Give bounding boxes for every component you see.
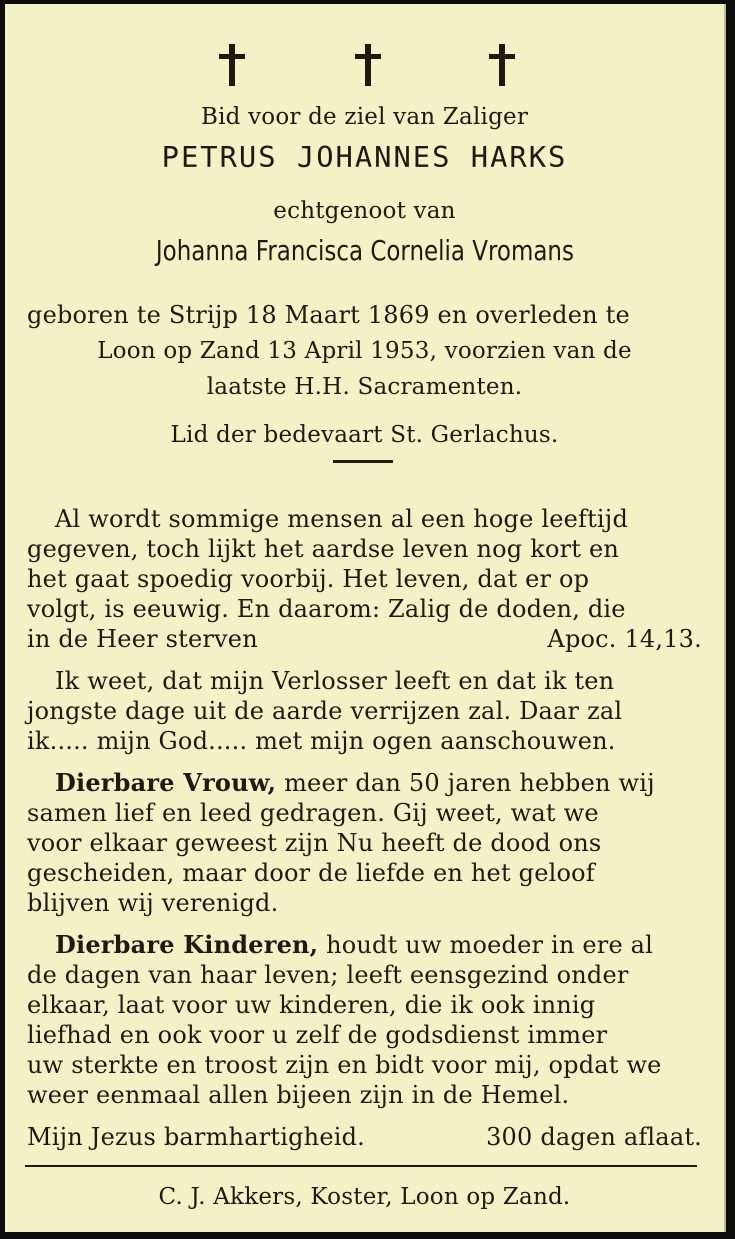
- p1-line: gegeven, toch lijkt het aardse leven nog kort en: [27, 535, 619, 563]
- cross-icon: [219, 44, 245, 86]
- spouse-name-row: [5, 234, 724, 267]
- bio-line: laatste H.H. Sacramenten.: [206, 374, 523, 400]
- p4-line: elkaar, laat voor uw kinderen, die ik ook innig: [27, 991, 596, 1019]
- cross-icon: [489, 44, 515, 86]
- apoc-reference: Apoc. 14,13.: [547, 625, 702, 653]
- cross-icon: [355, 44, 381, 86]
- divider: [333, 460, 393, 463]
- p4-line: liefhad en ook voor u zelf de godsdienst immer: [27, 1021, 608, 1049]
- closing-prayer: Mijn Jezus barmhartigheid.: [27, 1123, 366, 1151]
- p2-line: Ik weet, dat mijn Verlosser leeft en dat ik ten: [55, 667, 615, 695]
- printer-line: C. J. Akkers, Koster, Loon op Zand.: [158, 1184, 571, 1210]
- p3-line: samen lief en leed gedragen. Gij weet, wat we: [27, 799, 599, 827]
- p4-line: uw sterkte en troost zijn en bidt voor mij, opdat we: [27, 1051, 662, 1079]
- prayer-line: Bid voor de ziel van Zaliger: [200, 104, 529, 130]
- closing-line: [27, 1122, 702, 1152]
- p3-first-line: [55, 768, 702, 798]
- p2-line: ik..... mijn God..... met mijn ogen aanschouwen.: [27, 727, 616, 755]
- p4-last-line: weer eenmaal allen bijeen zijn in de Hemel.: [27, 1081, 570, 1109]
- bio-line: Loon op Zand 13 April 1953, voorzien van de: [97, 338, 632, 364]
- p3-first-rest: meer dan 50 jaren hebben wij: [284, 769, 655, 797]
- p1-line: het gaat spoedig voorbij. Het leven, dat er op: [27, 565, 590, 593]
- p4-first-line: [55, 930, 702, 960]
- bio-line: geboren te Strijp 18 Maart 1869 en overleden te: [27, 301, 630, 329]
- p1-last-line: [27, 624, 702, 654]
- indulgence: 300 dagen aflaat.: [486, 1123, 702, 1151]
- memorial-card: [5, 4, 726, 1232]
- divider: [25, 1165, 697, 1167]
- deceased-name: PETRUS JOHANNES HARKS: [161, 140, 568, 174]
- p4-first-rest: houdt uw moeder in ere al: [326, 931, 654, 959]
- p3-line: voor elkaar geweest zijn Nu heeft de dood ons: [27, 829, 602, 857]
- p1-last-left: in de Heer sterven: [27, 625, 258, 653]
- p4-bold: Dierbare Kinderen,: [55, 930, 319, 959]
- p4-line: de dagen van haar leven; leeft eensgezind onder: [27, 961, 629, 989]
- p1-line: volgt, is eeuwig. En daarom: Zalig de doden, die: [27, 595, 626, 623]
- crosses: [5, 44, 724, 92]
- p2-line: jongste dage uit de aarde verrijzen zal. Daar zal: [27, 697, 623, 725]
- membership: Lid der bedevaart St. Gerlachus.: [170, 422, 559, 448]
- p3-bold: Dierbare Vrouw,: [55, 768, 277, 797]
- p3-line: gescheiden, maar door de liefde en het geloof: [27, 859, 595, 887]
- spouse-intro: echtgenoot van: [273, 198, 456, 224]
- p3-last-line: blijven wij verenigd.: [27, 889, 279, 917]
- p1-line: Al wordt sommige mensen al een hoge leeftijd: [55, 505, 629, 533]
- spouse-name: Johanna Francisca Cornelia Vromans: [155, 234, 574, 267]
